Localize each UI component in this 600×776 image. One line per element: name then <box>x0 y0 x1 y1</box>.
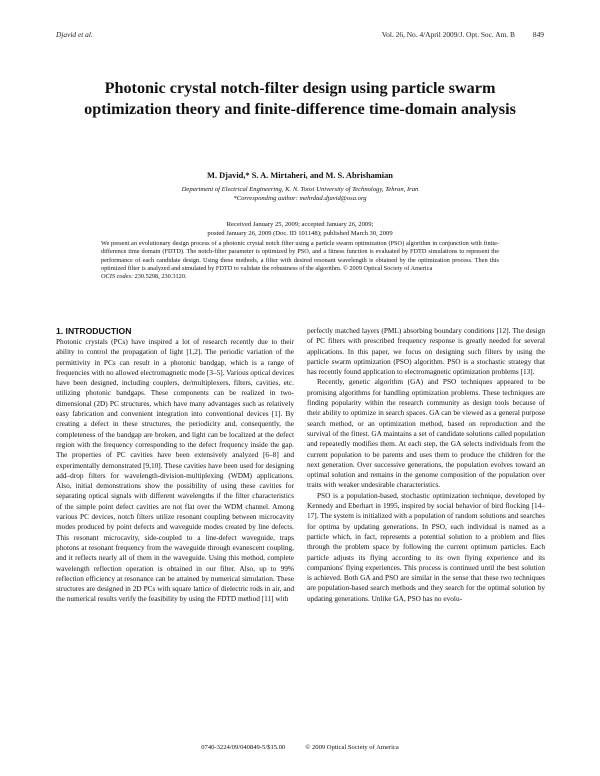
affiliation: Department of Electrical Engineering, K. N. Toosi University of Technology, Tehran, Iran <box>181 186 419 193</box>
publication-dates <box>60 220 540 238</box>
left-column <box>56 326 294 605</box>
article-title: Photonic crystal notch-filter design using particle swarm optimization theory and finite-difference time-domain analysis <box>84 79 516 118</box>
page-footer <box>56 743 544 752</box>
ocis-label: OCIS codes: <box>101 273 134 281</box>
header-journal: Vol. 26, No. 4/April 2009/J. Opt. Soc. Am. B <box>381 30 515 39</box>
dates-published: posted January 26, 2009 (Doc. ID 101148); published March 30, 2009 <box>207 230 393 238</box>
affiliation-block <box>60 185 540 203</box>
footer-code: 0740-3224/09/040849-5/$15.00 <box>201 744 286 751</box>
header-page-number: 849 <box>532 30 544 39</box>
header-authors: Djavid et al. <box>56 30 93 39</box>
section-heading: 1. INTRODUCTION <box>56 326 132 336</box>
abstract-text: We present an evolutionary design process of a photonic crystal notch filter using a particle swarm optimization (PSO) algorithm in conjunction with finite-difference time domain (FDTD). The notch-filter parameter is optimized by PSO, and a fitness function is evaluated by FDTD simulations to represent the performance of each candidate design. Using these methods, a filter with desired resonant wavelength is obtained by the optimization process. Then this optimized filter is analyzed and simulated by FDTD to validate the robustness of the algorithm. © 2009 Optical Society of America <box>101 240 499 272</box>
corresponding-author: *Corresponding author: mehrdad.djavid@osa.org <box>233 195 367 202</box>
intro-paragraph-1: Photonic crystals (PCs) have inspired a lot of research recently due to their ability to control the propagation of light [1,2]. The periodic variation of the permittivity in PCs can result in a photonic bandgap, which is a range of frequencies with no allowed electromagnetic mode [3–5]. Various optical devices have been designed, including couplers, de/multiplexers, filters, cavities, etc. utilizing photonic bandgaps. These components can be realized in two-dimensional (2D) PC structures, which have many advantages such as relatively easy fabrication and convenient integration into conventional devices [1]. By creating a defect in these structures, the periodicity and, consequently, the completeness of the bandgap are broken, and light can be localized at the defect region with the frequency corresponding to the defect frequency inside the gap. The properties of PC cavities have been extensively analyzed [6–8] and experimentally demonstrated [9,10]. These cavities have been used for designing add–drop filters for wavelength-division-multiplexing (WDM) applications. Also, initial demonstrations show the possibility of using these cavities for separating optical signals with different wavelengths if the filter characteristics of the simple point defect cavities are not flat over the WDM channel. Among various PC devices, notch filters utilize resonant coupling between microcavity modes produced by point defects and waveguide modes created by line defects. This resonant microcavity, side-coupled to a line-defect waveguide, traps photons at resonant frequency from the waveguide through evanescent coupling, and it reflects nearly all of them in the waveguide. Using this method, complete wavelength reflection operation is obtained in our filter. Also, up to 99% reflection efficiency at resonance can be attained by numerical simulation. These structures are designed in 2D PCs with square lattice of dielectric rods in air, and the numerical results verify the feasibility by using the FDTD method [11] with <box>56 337 294 604</box>
footer-copyright: © 2009 Optical Society of America <box>305 744 399 751</box>
intro-paragraph-2: Recently, genetic algorithm (GA) and PSO techniques appeared to be promising algorithms for handling optimization problems. These techniques are finding popularity within the research community as design tools because of their ability to optimize in search spaces. GA can be viewed as a general purpose search method, or an optimization method, based on reproduction and the survival of the fittest. GA maintains a set of candidate solutions called population and repeatedly modifies them. At each step, the GA selects individuals from the current population to be parents and uses them to produce the children for the next generation. Over successive generations, the population evolves toward an optimal solution and remains in the genome composition of the population over traits with weaker undesirable characteristics. <box>307 377 545 490</box>
header-journal-info <box>382 30 544 39</box>
ocis-values: 230.5298, 230.3120. <box>134 273 187 281</box>
abstract <box>101 240 499 281</box>
right-column <box>307 326 545 604</box>
dates-received: Received January 25, 2009; accepted January 26, 2009; <box>226 221 374 228</box>
author-list: M. Djavid,* S. A. Mirtaheri, and M. S. Abrishamian <box>207 171 393 180</box>
ocis-codes <box>101 273 499 281</box>
intro-paragraph-3: PSO is a population-based, stochastic optimization technique, developed by Kennedy and Eberhart in 1995, inspired by social behavior of bird flocking [14–17]. The system is initialized with a population of random solutions and searches for optima by updating generations. In PSO, each individual is named as a particle which, in fact, represents a potential solution to a problem and flies through the problem space by following the current optimum particles. Each particle adjusts its flying according to its own flying experience and its companions' flying experiences. This process is continued until the best solution is achieved. Both GA and PSO are similar in the sense that these two techniques are population-based search methods and they search for the optimal solution by updating generations. Unlike GA, PSO has no evolu- <box>307 490 545 603</box>
intro-paragraph-1-continued: perfectly matched layers (PML) absorbing boundary conditions [12]. The design of PC filters with prescribed frequency response is greatly needed for several applications. In this paper, we focus on designing such filters by using the particle swarm optimization (PSO) algorithm. PSO is a stochastic strategy that has recently found application to electromagnetic optimization problems [13]. <box>307 326 545 377</box>
